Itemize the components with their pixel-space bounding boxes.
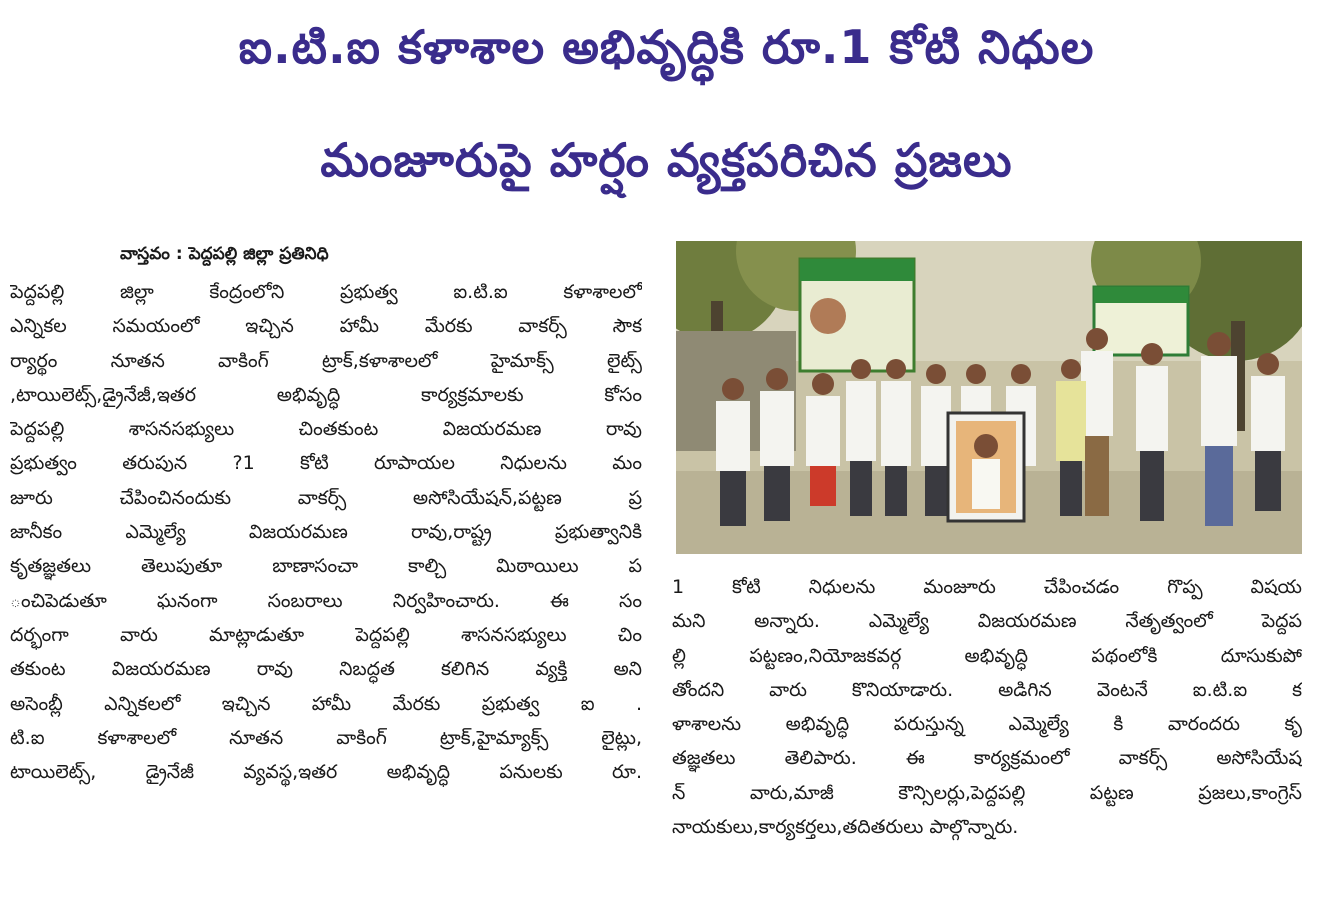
text-line: టాయిలెట్స్, డ్రైనేజీ వ్యవస్థ,ఇతర అభివృద్ధి పనులకు రూ. (10, 761, 642, 784)
text-line: న్ వారు,మాజీ కౌన్సిలర్లు,పెద్దపల్లి పట్టణ ప్రజలు,కాంగ్రెస్ (672, 781, 1302, 804)
news-photo (676, 241, 1302, 554)
text-line: తోందని వారు కొనియాడారు. అడిగిన వెంటనే ఐ.టి.ఐ క (672, 678, 1302, 701)
text-line: తకుంట విజయరమణ రావు నిబద్ధత కలిగిన వ్యక్తి అని (10, 658, 642, 681)
text-line: మని అన్నారు. ఎమ్మెల్యే విజయరమణ నేతృత్వంలో పెద్దప (672, 610, 1302, 633)
text-line: దర్భంగా వారు మాట్లాడుతూ పెద్దపల్లి శాసనసభ్యులు చిం (10, 623, 642, 646)
text-line: జూరు చేపించినందుకు వాకర్స్ అసోసియేషన్,పట్టణ ప్ర (10, 486, 642, 509)
text-line: ప్రభుత్వం తరుపున ?1 కోటి రూపాయల నిధులను మం (10, 452, 642, 475)
text-line: పెద్దపల్లి శాసనసభ్యులు చింతకుంట విజయరమణ రావు (10, 418, 642, 441)
headline-line-2: మంజూరుపై హర్షం వ్యక్తపరిచిన ప్రజలు (320, 133, 1013, 187)
article-right-column (672, 570, 1302, 844)
text-line: అసెంబ్లీ ఎన్నికలలో ఇచ్చిన హామీ మేరకు ప్రభుత్వ ఐ . (10, 692, 642, 715)
text-line: ,టాయిలెట్స్,డ్రైనేజీ,ఇతర అభివృద్ధి కార్యక్రమాలకు కోసం (10, 383, 642, 406)
text-line: కృతజ్ఞతలు తెలుపుతూ బాణాసంచా కాల్చి మిఠాయిలు ప (10, 555, 642, 578)
text-line: నాయకులు,కార్యకర్తలు,తదితరులు పాల్గొన్నారు. (672, 816, 1019, 839)
text-line: ర్యార్థం నూతన వాకింగ్ ట్రాక్,కళాశాలలో హైమాక్స్ లైట్స్ (10, 349, 642, 372)
text-line: ఎన్నికల సమయంలో ఇచ్చిన హామీ మేరకు వాకర్స్ సౌక (10, 315, 642, 338)
text-line: టి.ఐ కళాశాలలో నూతన వాకింగ్ ట్రాక్,హైమ్యాక్స్ లైట్లు, (10, 726, 642, 749)
text-line: ంచిపెడుతూ ఘనంగా సంబరాలు నిర్వహించారు. ఈ సం (10, 589, 642, 612)
text-line: జానీకం ఎమ్మెల్యే విజయరమణ రావు,రాష్ట్ర ప్రభుత్వానికి (10, 521, 642, 544)
text-line: ళాశాలను అభివృద్ధి పరుస్తున్న ఎమ్మెల్యే కి వారందరు కృ (672, 713, 1302, 736)
text-line: ల్లి పట్టణం,నియోజకవర్గ అభివృద్ధి పథంలోకి దూసుకుపో (672, 644, 1302, 667)
headline-line-1: ఐ.టి.ఐ కళాశాల అభివృద్ధికి రూ.1 కోటి నిధుల (238, 20, 1095, 74)
article-left-column (10, 275, 642, 789)
dateline: వాస్తవం : పెద్దపల్లి జిల్లా ప్రతినిధి (120, 244, 329, 264)
text-line: తజ్ఞతలు తెలిపారు. ఈ కార్యక్రమంలో వాకర్స్ అసోసియేష (672, 747, 1302, 770)
text-line: పెద్దపల్లి జిల్లా కేంద్రంలోని ప్రభుత్వ ఐ.టి.ఐ కళాశాలలో (10, 281, 642, 303)
text-line: 1 కోటి నిధులను మంజూరు చేపించడం గొప్ప విషయ (672, 576, 1302, 598)
